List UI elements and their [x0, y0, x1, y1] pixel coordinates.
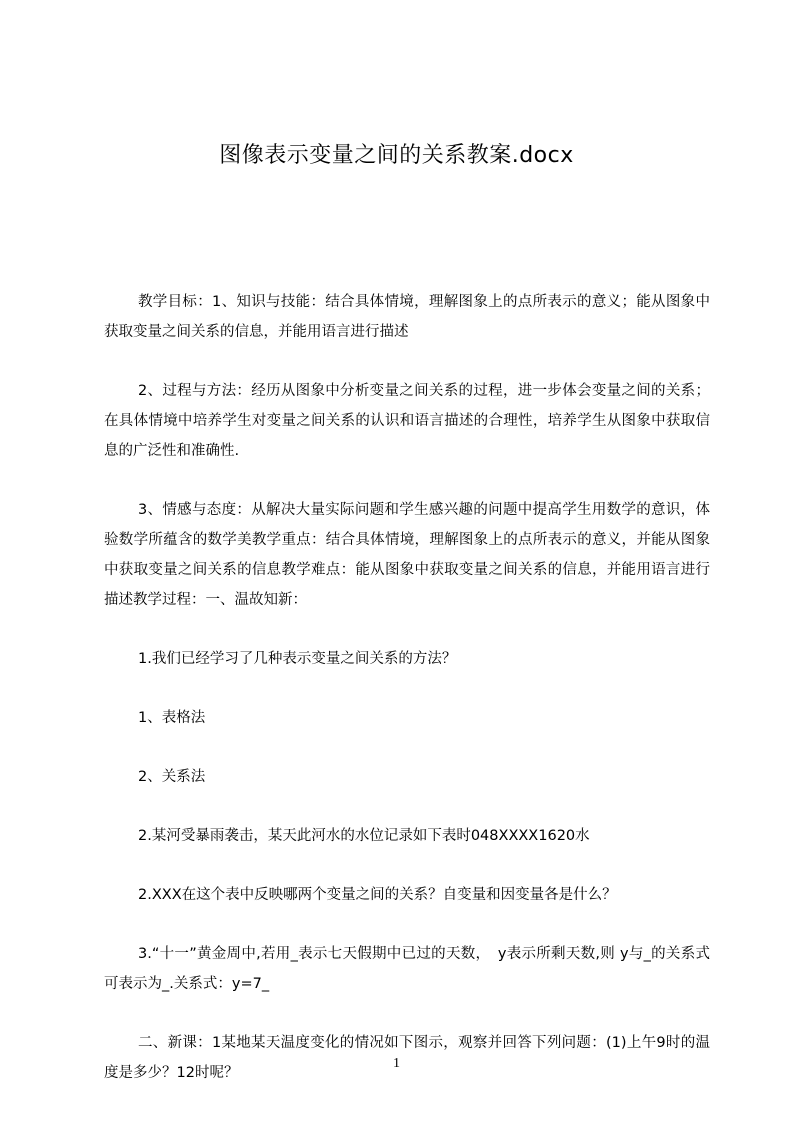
paragraph-relation-method: 2、关系法: [138, 769, 206, 785]
paragraph-question-1: 1.我们已经学习了几种表示变量之间关系的方法？: [138, 651, 457, 667]
document-body: [104, 287, 710, 1116]
paragraph-golden-week: 3.“十一”黄金周中,若用_表示七天假期中已过的天数， y表示所剩天数,则 y与_的关系式可表示为_.关系式：y=7_: [104, 946, 710, 992]
paragraph-teaching-objectives: 教学目标：1、知识与技能：结合具体情境，理解图象上的点所表示的意义；能从图象中获取变量之间关系的信息，并能用语言进行描述: [104, 294, 710, 340]
paragraph-process-method: 2、过程与方法：经历从图象中分析变量之间关系的过程，进一步体会变量之间的关系；在具体情境中培养学生对变量之间关系的认识和语言描述的合理性，培养学生从图象中获取信息的广泛性和准确性.: [104, 383, 710, 459]
page-number: 1: [393, 1056, 400, 1071]
paragraph-new-lesson: 二、新课：1某地某天温度变化的情况如下图示，观察并回答下列问题：(1)上午9时的温度是多少？12时呢？: [104, 1035, 710, 1081]
paragraph-table-method: 1、表格法: [138, 710, 206, 726]
paragraph-river-water-level: 2.某河受暴雨袭击，某天此河水的水位记录如下表时048XXXX1620水: [138, 828, 590, 844]
paragraph-variables-question: 2.XXX在这个表中反映哪两个变量之间的关系？自变量和因变量各是什么？: [138, 887, 617, 903]
document-title: 图像表示变量之间的关系教案.docx: [219, 143, 574, 168]
paragraph-emotion-attitude: 3、情感与态度：从解决大量实际问题和学生感兴趣的问题中提高学生用数学的意识，体验数学所蕴含的数学美教学重点：结合具体情境，理解图象上的点所表示的意义，并能从图象中获取变量之间关系的信息教学难点：能从图象中获取变量之间关系的信息，并能用语言进行描述教学过程：一、温故知新：: [104, 502, 710, 608]
